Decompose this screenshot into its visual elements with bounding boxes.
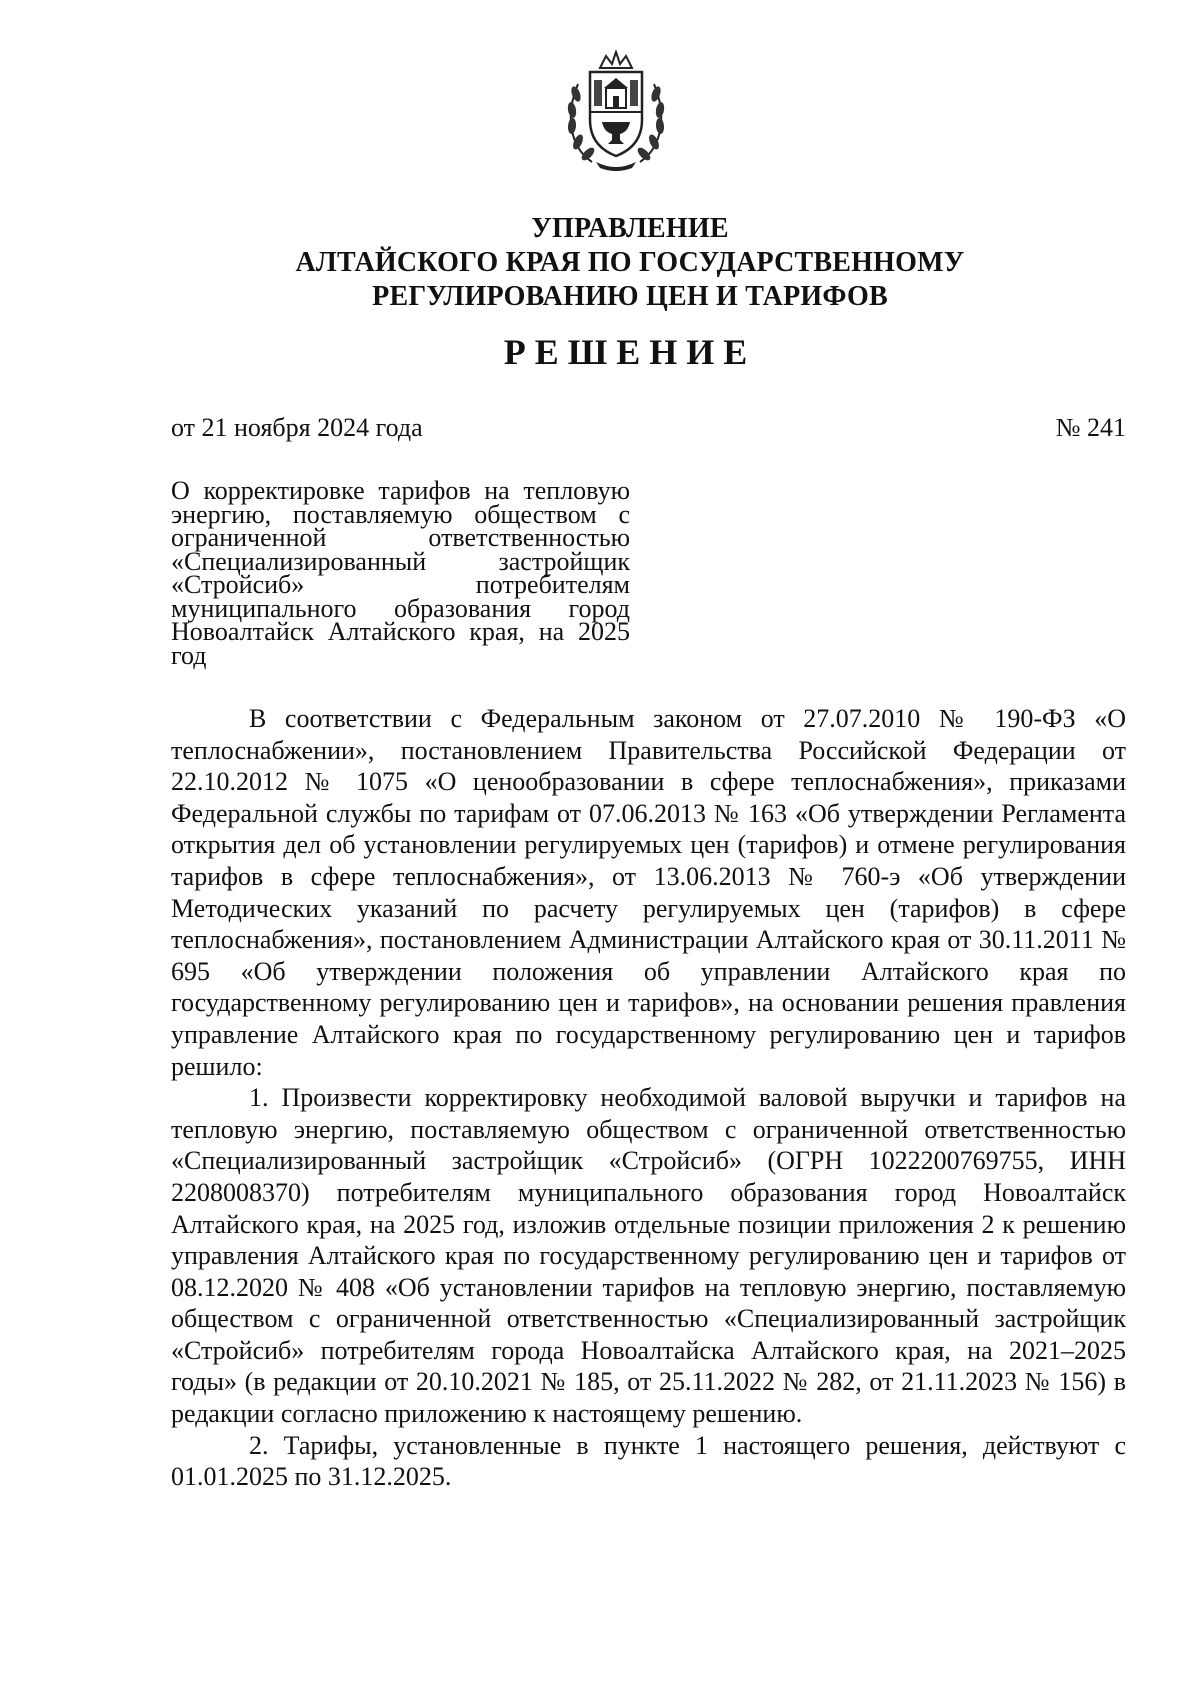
document-subject: О корректировке тарифов на тепловую энергию, поставляемую обществом с ограниченной ответственностью «Специализированный застройщик «Стройсиб» потребителям муниципального образования город Новоалтайск Алтайского края, на 2025 год bbox=[171, 476, 630, 670]
body-item-1: 1. Произвести корректировку необходимой валовой выручки и тарифов на тепловую энергию, поставляемую обществом с ограниченной ответственностью «Специализированный застройщик «Стройсиб» (ОГРН 1022200769755, ИНН 2208008370) потребителям муниципального образования город Новоалтайск Алтайского края, на 2025 год, изложив отдельные позиции приложения 2 к решению управления Алтайского края по государственному регулированию цен и тарифов от 08.12.2020 № 408 «Об установлении тарифов на тепловую энергию, поставляемую обществом с ограниченной ответственностью «Специализированный застройщик «Стройсиб» потребителям города Новоалтайска Алтайского края, на 2021–2025 годы» (в редакции от 20.10.2021 № 185, от 25.11.2022 № 282, от 21.11.2023 № 156) в редакции согласно приложению к настоящему решению. bbox=[171, 1083, 1126, 1429]
document-body bbox=[171, 703, 1126, 1493]
altai-krai-coat-of-arms-icon bbox=[562, 50, 670, 174]
document-date: от 21 ноября 2024 года bbox=[171, 413, 423, 442]
org-name-line-2: АЛТАЙСКОГО КРАЯ ПО ГОСУДАРСТВЕННОМУ bbox=[295, 247, 965, 278]
document-number: № 241 bbox=[1055, 413, 1126, 442]
org-name-line-3: РЕГУЛИРОВАНИЮ ЦЕН И ТАРИФОВ bbox=[372, 281, 888, 312]
body-item-2: 2. Тарифы, установленные в пункте 1 настоящего решения, действуют с 01.01.2025 по 31.12.2025. bbox=[171, 1430, 1126, 1492]
document-type-title: РЕШЕНИЕ bbox=[503, 332, 757, 372]
body-preamble: В соответствии с Федеральным законом от 27.07.2010 № 190-ФЗ «О теплоснабжении», постановлением Правительства Российской Федерации от 22.10.2012 № 1075 «О ценообразовании в сфере теплоснабжения», приказами Федеральной службы по тарифам от 07.06.2013 № 163 «Об утверждении Регламента открытия дел об установлении регулируемых цен (тарифов) и отмене регулирования тарифов в сфере теплоснабжения», от 13.06.2013 № 760-э «Об утверждении Методических указаний по расчету регулируемых цен (тарифов) в сфере теплоснабжения», постановлением Администрации Алтайского края от 30.11.2011 № 695 «Об утверждении положения об управлении Алтайского края по государственному регулированию цен и тарифов», на основании решения правления управление Алтайского края по государственному регулированию цен и тарифов решило: bbox=[171, 704, 1126, 1081]
org-name-line-1: УПРАВЛЕНИЕ bbox=[531, 213, 729, 244]
